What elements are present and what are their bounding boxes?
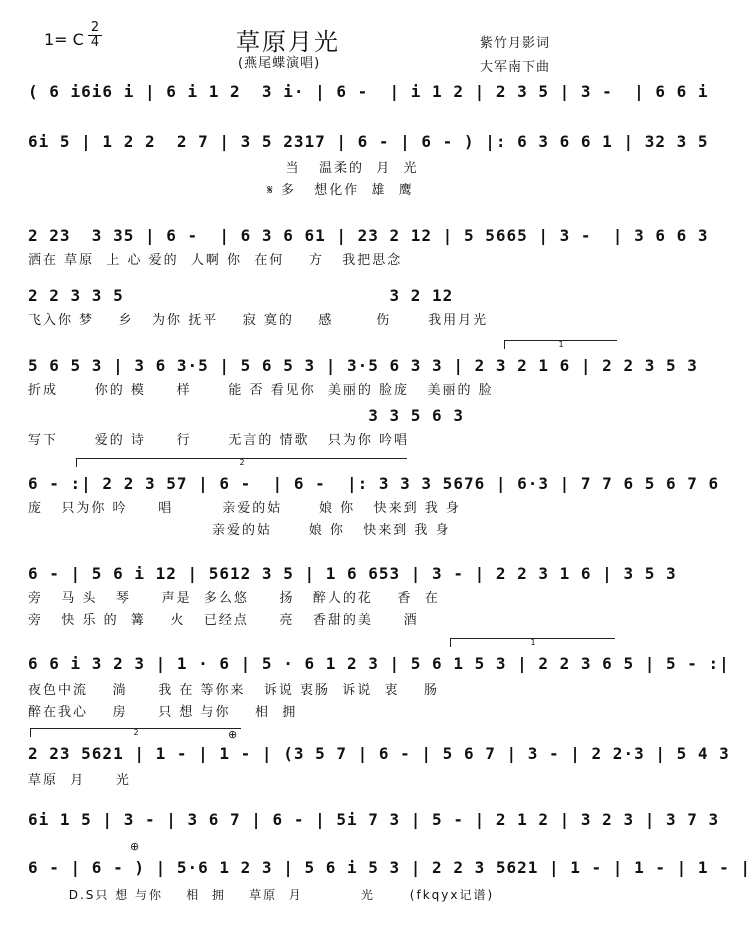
time-signature-bottom: 4 [90,35,100,50]
lyric-line-5: 折成 你的 模 样 能 否 看见你 美丽的 脸庞 美丽的 脸 [28,383,494,398]
lyric-line-3: 洒在 草原 上 心 爱的 人啊 你 在何 方 我把思念 [28,253,403,268]
notation-line-10: 2 23 5621 | 1 - | 1 - | (3 5 7 | 6 - | 5 6 7 | 3 - | 2 2·3 | 5 4 3 [28,742,618,766]
lyric-line-2b: 𝄋 多 想化作 雄 鹰 [28,183,414,198]
lyric-line-4: 飞入你 梦 乡 为你 抚平 寂 寞的 感 伤 我用月光 [28,313,489,328]
volta-2-second: 2 [30,728,241,737]
notation-line-7: 6 - :| 2 2 3 57 | 6 - | 6 - |: 3 3 3 5676 | 6·3 | 7 7 6 5 6 7 6 [28,472,618,496]
performer: (燕尾蝶演唱) [238,56,321,71]
notation-line-8: 6 - | 5 6 i 12 | 5612 3 5 | 1 6 653 | 3 - | 2 2 3 1 6 | 3 5 3 [28,562,618,586]
notation-line-4: 2 2 3 3 5 3 2 12 [28,284,618,308]
lyric-line-6: 写下 爱的 诗 行 无言的 情歌 只为你 吟唱 [28,433,410,448]
volta-1-second: 1 [450,638,615,647]
volta-1: 1 [504,340,617,349]
notation-line-1: ( 6 i6i6 i | 6 i 1 2 3 i· | 6 - | i 1 2 | 2 3 5 | 3 - | 6 6 i [28,80,618,104]
lyric-line-9b: 醉在我心 房 只 想 与你 相 拥 [28,705,298,720]
notation-line-2: 6i 5 | 1 2 2 2 7 | 3 5 2317 | 6 - | 6 - ) |: 6 3 6 6 1 | 32 3 5 [28,130,618,154]
lyric-line-9a: 夜色中流 淌 我 在 等你来 诉说 衷肠 诉说 衷 肠 [28,683,440,698]
notation-line-3: 2 23 3 35 | 6 - | 6 3 6 61 | 23 2 12 | 5 5665 | 3 - | 3 6 6 3 [28,224,618,248]
lyric-line-12: D.S只 想 与你 相 拥 草原 月 光 (fkqyx记谱) [28,888,495,902]
lyric-line-8b: 旁 快 乐 的 篝 火 已经点 亮 香甜的美 酒 [28,613,419,628]
lyric-line-7b: 亲爱的姑 娘 你 快来到 我 身 [28,523,451,538]
volta-2: 2 [76,458,407,467]
composer: 大军南下曲 [480,60,551,75]
notation-line-9: 6 6 i 3 2 3 | 1 · 6 | 5 · 6 1 2 3 | 5 6 1 5 3 | 2 2 3 6 5 | 5 - :| [28,652,618,676]
lyric-line-2a: 当 温柔的 月 光 [28,161,419,176]
song-title: 草原月光 [236,28,340,56]
notation-line-11: 6i 1 5 | 3 - | 3 6 7 | 6 - | 5i 7 3 | 5 - | 2 1 2 | 3 2 3 | 3 7 3 [28,808,618,832]
time-signature-top: 2 [90,20,100,35]
key-signature: 1= C [44,30,84,49]
lyric-line-7a: 庞 只为你 吟 唱 亲爱的姑 娘 你 快来到 我 身 [28,501,461,516]
lyric-line-10: 草原 月 光 [28,773,131,788]
notation-line-12: 6 - | 6 - ) | 5·6 1 2 3 | 5 6 i 5 3 | 2 2 3 5621 | 1 - | 1 - | 1 - | [28,856,618,880]
coda-sign-icon: ⊕ [228,728,238,741]
lyric-line-8a: 旁 马 头 琴 声是 多么悠 扬 醉人的花 香 在 [28,591,440,606]
coda-sign-icon-2: ⊕ [130,840,140,853]
notation-line-6: 3 3 5 6 3 [28,404,618,428]
lyricist: 紫竹月影词 [480,36,551,51]
notation-line-5: 5 6 5 3 | 3 6 3·5 | 5 6 5 3 | 3·5 6 3 3 | 2 3 2 1 6 | 2 2 3 5 3 [28,354,618,378]
time-signature [88,22,102,49]
